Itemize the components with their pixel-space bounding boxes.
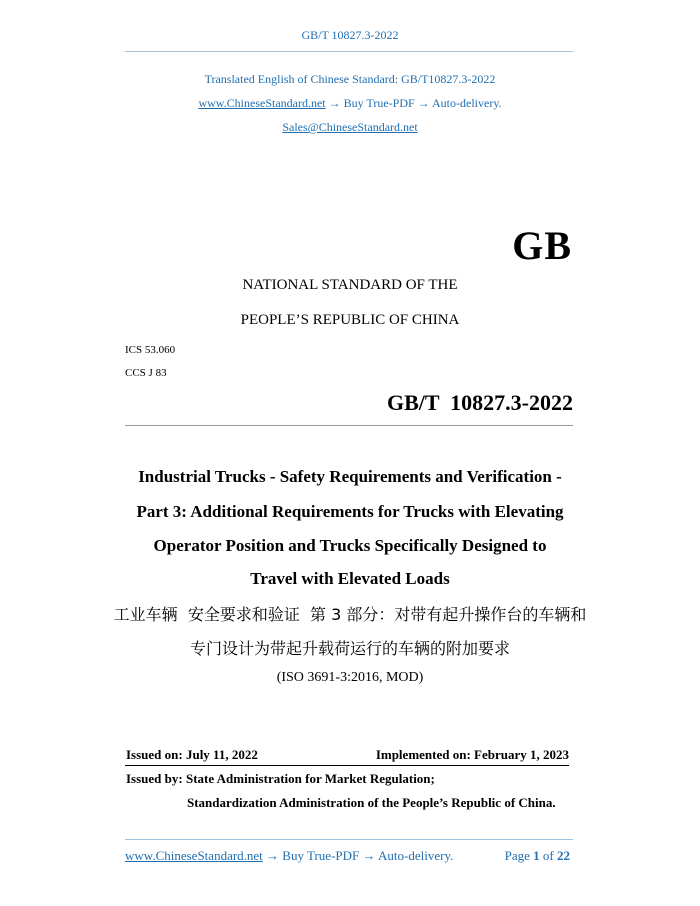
page-label: Page	[504, 848, 530, 863]
footer-site-link[interactable]: www.ChineseStandard.net	[125, 848, 263, 863]
chinese-title-line-1: 工业车辆 安全要求和验证 第 3 部分：对带有起升操作台的车辆和	[113, 605, 587, 624]
header-divider	[125, 51, 573, 52]
national-line-1: NATIONAL STANDARD OF THE	[242, 277, 458, 293]
issued-on: Issued on: July 11, 2022	[126, 747, 258, 762]
issue-divider	[125, 765, 569, 766]
page-number: 1	[533, 848, 540, 863]
issued-by: Issued by: State Administration for Market Regulation;	[126, 771, 435, 786]
standard-number: GB/T 10827.3-2022	[386, 390, 573, 415]
site-link[interactable]: www.ChineseStandard.net	[198, 96, 326, 110]
email-line	[0, 120, 700, 135]
title-divider	[125, 425, 573, 426]
ics-code: ICS 53.060	[125, 344, 176, 356]
of-label: of	[542, 848, 554, 863]
footer-divider	[125, 839, 573, 840]
footer-site-line	[125, 848, 453, 864]
title-line-1: Industrial Trucks - Safety Requirements and Verification -	[138, 467, 562, 486]
site-suffix: → Buy True-PDF → Auto-delivery.	[325, 96, 502, 110]
title-line-3: Operator Position and Trucks Specifically Designed to	[153, 536, 547, 555]
page-total: 22	[557, 848, 570, 863]
header-code: GB/T 10827.3-2022	[301, 28, 399, 42]
gb-logo: GB	[512, 223, 572, 268]
iso-reference: (ISO 3691-3:2016, MOD)	[276, 670, 424, 685]
national-line-2: PEOPLE’S REPUBLIC OF CHINA	[240, 312, 460, 328]
issued-by-2: Standardization Administration of the People’s Republic of China.	[187, 795, 556, 810]
implemented-on: Implemented on: February 1, 2023	[375, 747, 569, 762]
translated-note: Translated English of Chinese Standard: GB/T10827.3-2022	[204, 72, 496, 86]
email-link[interactable]: Sales@ChineseStandard.net	[282, 120, 418, 134]
ccs-code: CCS J 83	[125, 367, 167, 379]
chinese-title-line-2: 专门设计为带起升载荷运行的车辆的附加要求	[189, 639, 510, 658]
title-line-2: Part 3: Additional Requirements for Trucks with Elevating	[136, 502, 564, 521]
header-site-line	[0, 96, 700, 111]
title-line-4: Travel with Elevated Loads	[250, 569, 450, 588]
footer-site-suffix: → Buy True-PDF → Auto-delivery.	[262, 848, 454, 863]
page-indicator	[505, 848, 570, 864]
